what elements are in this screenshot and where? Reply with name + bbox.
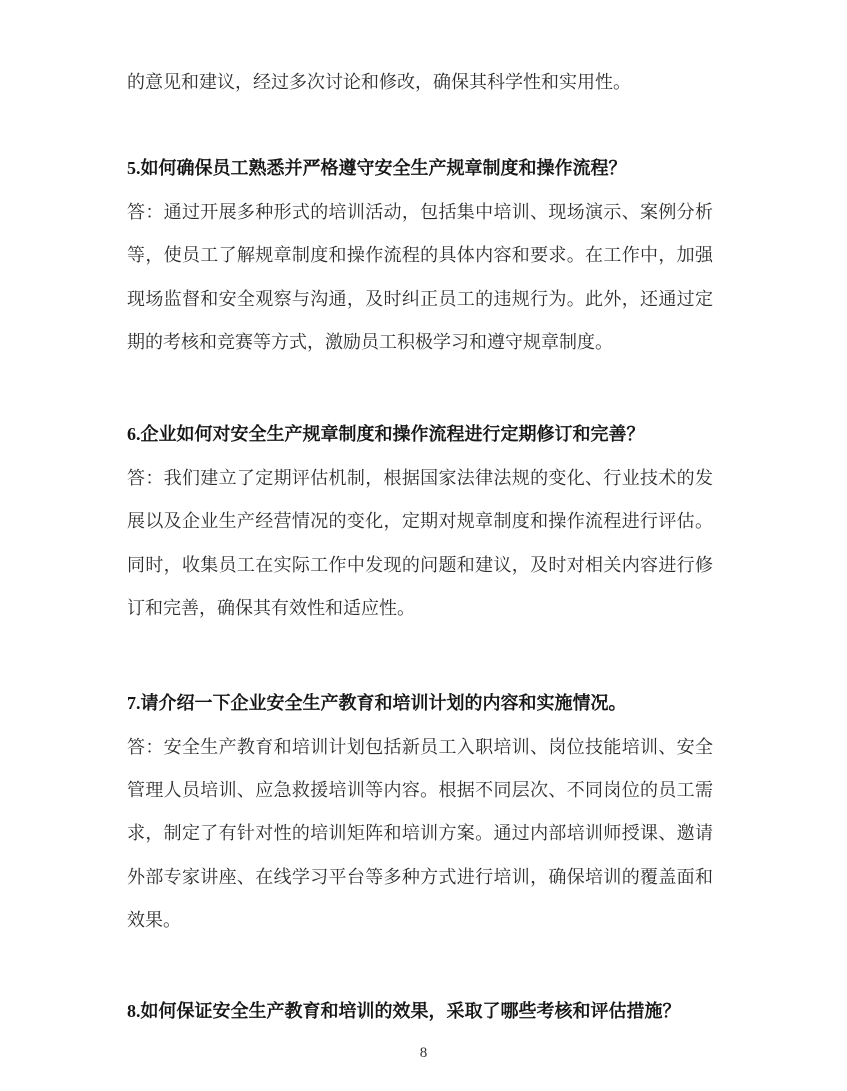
question-7-heading: 7.请介绍一下企业安全生产教育和培训计划的内容和实施情况。 <box>127 693 627 714</box>
qa-section-8 <box>127 990 713 1033</box>
question-5-heading: 5.如何确保员工熟悉并严格遵守安全生产规章制度和操作流程？ <box>127 158 627 179</box>
qa-section-6 <box>127 413 713 630</box>
answer-line: 管理人员培训、应急救援培训等内容。根据不同层次、不同岗位的员工需 <box>127 780 713 801</box>
question-6-heading: 6.企业如何对安全生产规章制度和操作流程进行定期修订和完善？ <box>127 424 645 445</box>
qa-section-5 <box>127 147 713 364</box>
paragraph-continuation-line: 的意见和建议，经过多次讨论和修改，确保其科学性和实用性。 <box>127 72 631 92</box>
answer-line: 效果。 <box>127 910 181 931</box>
answer-line: 求，制定了有针对性的培训矩阵和培训方案。通过内部培训师授课、邀请 <box>127 823 713 844</box>
answer-line: 外部专家讲座、在线学习平台等多种方式进行培训，确保培训的覆盖面和 <box>127 866 713 887</box>
qa-section-7 <box>127 682 713 942</box>
question-8-heading: 8.如何保证安全生产教育和培训的效果，采取了哪些考核和评估措施？ <box>127 1000 681 1021</box>
answer-line: 现场监督和安全观察与沟通，及时纠正员工的违规行为。此外，还通过定 <box>127 288 713 309</box>
answer-line: 期的考核和竞赛等方式，激励员工积极学习和遵守规章制度。 <box>127 331 613 352</box>
page-number: 8 <box>419 1045 428 1061</box>
answer-line: 答：安全生产教育和培训计划包括新员工入职培训、岗位技能培训、安全 <box>127 736 713 757</box>
answer-line: 订和完善，确保其有效性和适应性。 <box>127 597 415 618</box>
answer-line: 答：我们建立了定期评估机制，根据国家法律法规的变化、行业技术的发 <box>127 467 713 488</box>
document-body <box>127 61 713 1033</box>
answer-line: 展以及企业生产经营情况的变化，定期对规章制度和操作流程进行评估。 <box>127 511 713 532</box>
answer-line: 同时，收集员工在实际工作中发现的问题和建议，及时对相关内容进行修 <box>127 554 713 575</box>
answer-line: 等，使员工了解规章制度和操作流程的具体内容和要求。在工作中，加强 <box>127 245 713 266</box>
answer-line: 答：通过开展多种形式的培训活动，包括集中培训、现场演示、案例分析 <box>127 201 713 222</box>
